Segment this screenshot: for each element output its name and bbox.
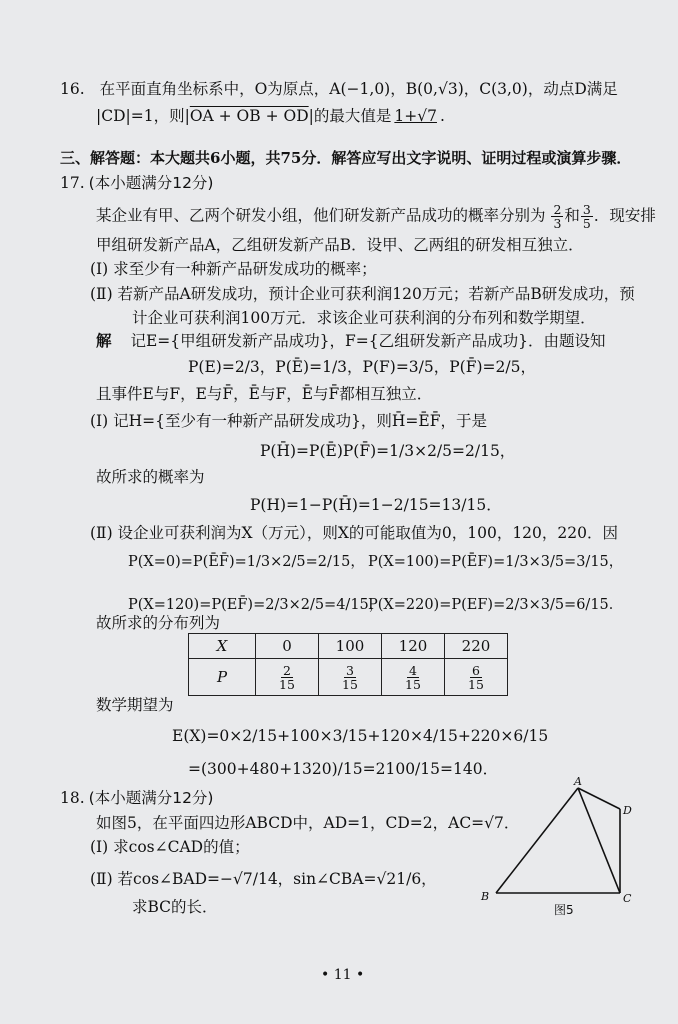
table-cell: $\frac{2}{15}$ [256,659,319,696]
q17-part1: (Ⅰ) 求至少有一种新产品研发成功的概率； [90,260,377,278]
table-cell: P [189,659,256,696]
q17-eq-ph: P(H)=1−P(H̄)=1−2/15=13/15． [250,496,502,514]
solution-text: 记E={甲组研发新产品成功}，F={乙组研发新产品成功}．由题设知 [130,332,606,350]
fraction: $\frac{3}{5}$ [582,202,591,231]
q17-header [60,172,213,194]
q16-end: . [439,107,445,125]
q17-eq-x100: P(X=100)=P(ĒF)=1/3×3/5=3/15， [368,554,624,570]
table-row [189,659,508,696]
q16-text-b: |的最大值是 [308,107,392,125]
q17-and: 和 [564,206,580,225]
q16-text-a: |CD|=1，则| [96,107,190,125]
question-number: 16. [60,80,85,98]
q17-expectation-eq2: =(300+480+1320)/15=2100/15=140． [188,760,499,778]
q17-expectation-eq1: E(X)=0×2/15+100×3/15+120×4/15+220×6/15 [172,727,549,745]
q17-independence: 且事件E与F，E与F̄，Ē与F，Ē与F̄都相互独立． [96,385,433,403]
page-number: • 11 • [321,967,365,983]
figure-caption: 图5 [554,903,574,917]
q16-answer: 1+√7 [394,107,437,125]
q17-sol-part2: (Ⅱ) 设企业可获利润为X（万元），则X的可能取值为0，100，120，220．因 [90,524,618,542]
q17-eq-x0: P(X=0)=P(ĒF̄)=1/3×2/5=2/15， [128,554,365,570]
table-cell: 100 [319,634,382,659]
q17-conclusion: 故所求的概率为 [96,468,205,486]
q18-part2b: 求BC的长． [132,898,218,916]
table-cell: 0 [256,634,319,659]
q17-eq-ph-bar: P(H̄)=P(Ē)P(F̄)=1/3×2/5=2/15， [260,442,516,460]
q17-eq-x120: P(X=120)=P(EF̄)=2/3×2/5=4/15， [128,597,384,613]
q17-p1a: 某企业有甲、乙两个研发小组，他们研发新产品成功的概率分别为 [96,206,546,225]
table-cell: 220 [445,634,508,659]
q17-solution-start [96,330,605,352]
figure-5-quadrilateral [478,776,638,921]
vertex-label-c: C [623,892,632,905]
q17-probabilities: P(E)=2/3，P(Ē)=1/3，P(F)=3/5，P(F̄)=2/5， [188,358,536,376]
q18-problem: 如图5，在平面四边形ABCD中，AD=1，CD=2，AC=√7． [96,814,520,832]
question-number: 18. [60,789,85,807]
question-number: 17. [60,174,85,192]
table-cell: $\frac{4}{15}$ [382,659,445,696]
q18-part2: (Ⅱ) 若cos∠BAD=−√7/14，sin∠CBA=√21/6， [90,870,437,888]
section-heading: 三、解答题：本大题共6小题，共75分．解答应写出文字说明、证明过程或演算步骤． [60,149,632,167]
fraction: $\frac{2}{3}$ [553,202,562,231]
vertex-label-b: B [481,890,490,903]
q17-dist-intro: 故所求的分布列为 [96,614,221,632]
table-cell: $\frac{6}{15}$ [445,659,508,696]
table-row [189,634,508,659]
edge-ac [578,788,620,893]
q17-p1b: ．现安排 [593,206,656,225]
q16-text: 在平面直角坐标系中，O为原点，A(−1,0)，B(0,√3)，C(3,0)，动点D满足 [99,80,618,98]
q17-problem-line2: 甲组研发新产品A，乙组研发新产品B．设甲、乙两组的研发相互独立． [96,236,584,254]
table-cell: X [189,634,256,659]
table-cell: 120 [382,634,445,659]
q17-sol-part1: (Ⅰ) 记H={至少有一种新产品研发成功}，则H̄=ĒF̄，于是 [90,412,487,430]
q18-part1: (Ⅰ) 求cos∠CAD的值； [90,838,250,856]
q16-line1 [60,78,618,100]
q17-expect-intro: 数学期望为 [96,696,174,714]
vertex-label-a: A [574,776,582,788]
distribution-table [188,633,508,696]
q17-problem-line1 [96,203,656,230]
solution-label: 解 [96,332,112,350]
q17-score: (本小题满分12分) [88,174,214,192]
q17-part2-line2: 计企业可获利润100万元．求该企业可获利润的分布列和数学期望． [132,309,596,327]
q18-score: (本小题满分12分) [88,789,214,807]
table-cell: $\frac{3}{15}$ [319,659,382,696]
q16-vector-sum: OA + OB + OD [189,107,309,125]
q17-part2-line1: (Ⅱ) 若新产品A研发成功，预计企业可获利润120万元；若新产品B研发成功，预 [90,285,635,303]
q18-header [60,787,213,809]
edge-ab [496,788,578,893]
q17-eq-x220: P(X=220)=P(EF)=2/3×3/5=6/15． [368,597,624,613]
vertex-label-d: D [623,804,632,817]
q16-line2 [96,105,445,127]
